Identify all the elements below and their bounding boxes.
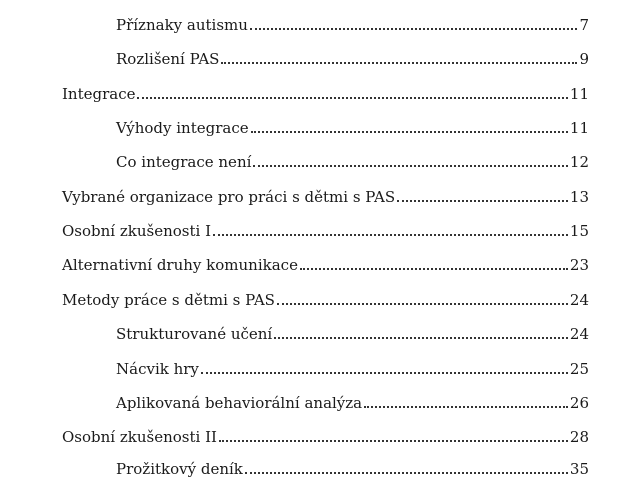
dot-leader	[213, 234, 568, 236]
toc-entry-page: 26	[569, 394, 589, 412]
toc-entry-title: Aplikovaná behaviorální analýza	[116, 394, 363, 412]
dot-leader	[137, 97, 567, 99]
toc-entry-title: Metody práce s dětmi s PAS	[62, 291, 275, 309]
toc-entry	[116, 149, 589, 171]
dot-leader	[251, 131, 568, 133]
toc-entry-page: 7	[579, 16, 589, 34]
toc-entry-page: 24	[569, 291, 589, 309]
toc-entry-title: Nácvik hry	[116, 360, 199, 378]
toc-entry-title: Integrace	[62, 85, 136, 103]
dot-leader	[274, 337, 568, 339]
dot-leader	[277, 303, 568, 305]
toc-entry-page: 28	[569, 428, 589, 446]
toc-entry	[62, 184, 589, 206]
toc-entry-page: 11	[569, 119, 589, 137]
dot-leader	[201, 372, 568, 374]
toc-entry-page: 15	[569, 222, 589, 240]
toc-entry-title: Co integrace není	[116, 153, 252, 171]
toc-entry-title: Vybrané organizace pro práci s dětmi s PAS	[62, 188, 396, 206]
toc-entry-page: 12	[569, 153, 589, 171]
dot-leader	[300, 268, 568, 270]
toc-entry-title: Prožitkový deník	[116, 460, 243, 478]
toc-entry-title: Rozlišení PAS	[116, 50, 220, 68]
toc-entry-title: Osobní zkušenosti II	[62, 428, 217, 446]
dot-leader	[245, 472, 568, 474]
toc-entry-page: 11	[569, 85, 589, 103]
toc-entry-title: Strukturované učení	[116, 325, 273, 343]
toc-entry-title: Příznaky autismu	[116, 16, 248, 34]
toc-entry-page: 23	[569, 256, 589, 274]
dot-leader	[219, 440, 568, 442]
toc-entry	[116, 321, 589, 343]
toc-entry-page: 24	[569, 325, 589, 343]
dot-leader	[221, 62, 577, 64]
toc-entry-title: Osobní zkušenosti I	[62, 222, 211, 240]
toc-entry-page: 13	[569, 188, 589, 206]
dot-leader	[253, 165, 568, 167]
dot-leader	[364, 406, 568, 408]
toc-entry-title: Výhody integrace	[116, 119, 249, 137]
toc-entry	[116, 12, 589, 34]
toc-entry	[62, 218, 589, 240]
toc-entry	[62, 424, 589, 446]
toc-entry-page: 9	[579, 50, 589, 68]
dot-leader	[397, 200, 568, 202]
toc-entry	[116, 390, 589, 412]
toc-entry-page: 35	[569, 460, 589, 478]
toc-entry	[62, 287, 589, 309]
toc-entry	[116, 456, 589, 478]
toc-entry	[62, 81, 589, 103]
toc-entry	[62, 252, 589, 274]
toc-entry-title: Alternativní druhy komunikace	[62, 256, 298, 274]
dot-leader	[250, 28, 578, 30]
toc-entry-page: 25	[569, 360, 589, 378]
toc-entry	[116, 115, 589, 137]
toc-entry	[116, 356, 589, 378]
toc-entry	[116, 46, 589, 68]
